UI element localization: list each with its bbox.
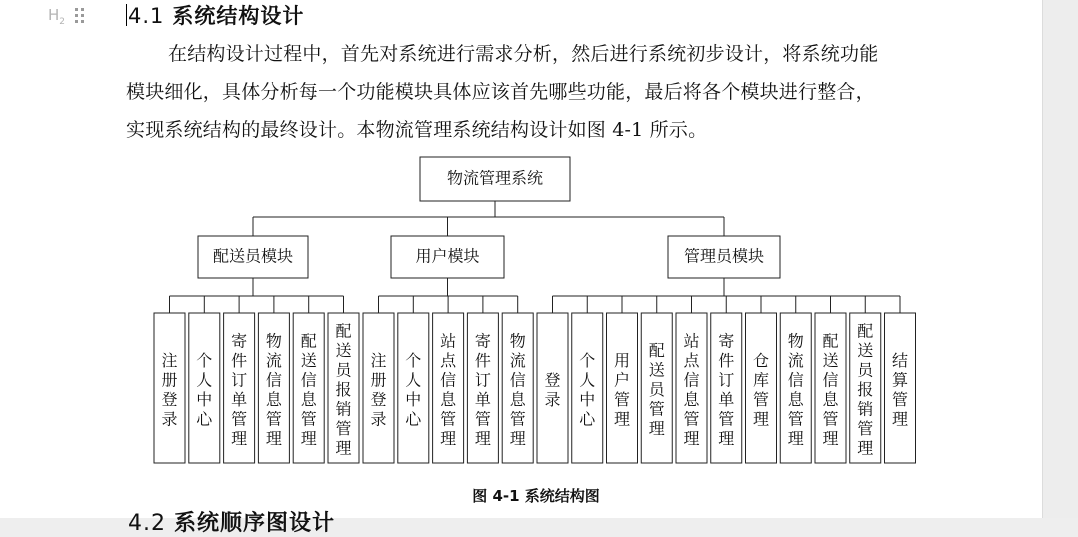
section-title: 系统结构设计 <box>172 4 305 28</box>
leaf-label: 寄件订单管理 <box>231 331 248 448</box>
next-section-heading[interactable] <box>128 506 335 537</box>
module-label: 管理员模块 <box>683 246 765 266</box>
right-scroll-area[interactable] <box>1042 0 1078 518</box>
leaf-label: 注册登录 <box>370 350 387 429</box>
leaf-label: 结算管理 <box>891 350 909 429</box>
heading-level-marker: $H_2$ <box>48 6 66 27</box>
leaf-label: 寄件订单管理 <box>474 331 491 448</box>
leaf-label: 站点信息管理 <box>683 331 700 448</box>
leaf-label: 用户管理 <box>613 350 631 429</box>
leaf-label: 站点信息管理 <box>440 331 457 448</box>
root-label: 物流管理系统 <box>446 168 544 188</box>
paragraph-line: 实现系统结构的最终设计。本物流管理系统结构设计如图 4-1 所示。 <box>126 119 708 141</box>
leaf-label: 物流信息管理 <box>509 331 526 448</box>
leaf-label: 物流信息管理 <box>265 331 282 448</box>
leaf-label: 物流信息管理 <box>787 331 804 448</box>
module-label: 用户模块 <box>415 246 480 266</box>
leaf-label: 个人中心 <box>405 350 422 429</box>
module-label: 配送员模块 <box>212 246 294 266</box>
paragraph-line: 在结构设计过程中，首先对系统进行需求分析，然后进行系统初步设计，将系统功能 <box>168 43 879 65</box>
leaf-label: 配送员报销管理 <box>857 321 874 458</box>
leaf-label: 仓库管理 <box>752 350 770 429</box>
leaf-label: 登录 <box>544 370 561 409</box>
next-section-title: 系统顺序图设计 <box>174 511 336 536</box>
figure-caption: 图 4-1 系统结构图 <box>472 487 600 505</box>
next-section-number: 4.2 <box>128 511 166 536</box>
paragraph-line: 模块细化，具体分析每一个功能模块具体应该首先哪些功能，最后将各个模块进行整合， <box>126 81 875 103</box>
leaf-label: 配送员报销管理 <box>335 321 352 458</box>
leaf-label: 配送信息管理 <box>822 331 839 448</box>
leaf-label: 个人中心 <box>579 350 596 429</box>
leaf-label: 寄件订单管理 <box>718 331 735 448</box>
leaf-label: 配送信息管理 <box>300 331 317 448</box>
leaf-label: 个人中心 <box>196 350 213 429</box>
leaf-label: 注册登录 <box>161 350 178 429</box>
section-number: 4.1 <box>128 4 165 28</box>
leaf-label: 配送员管理 <box>648 341 665 438</box>
